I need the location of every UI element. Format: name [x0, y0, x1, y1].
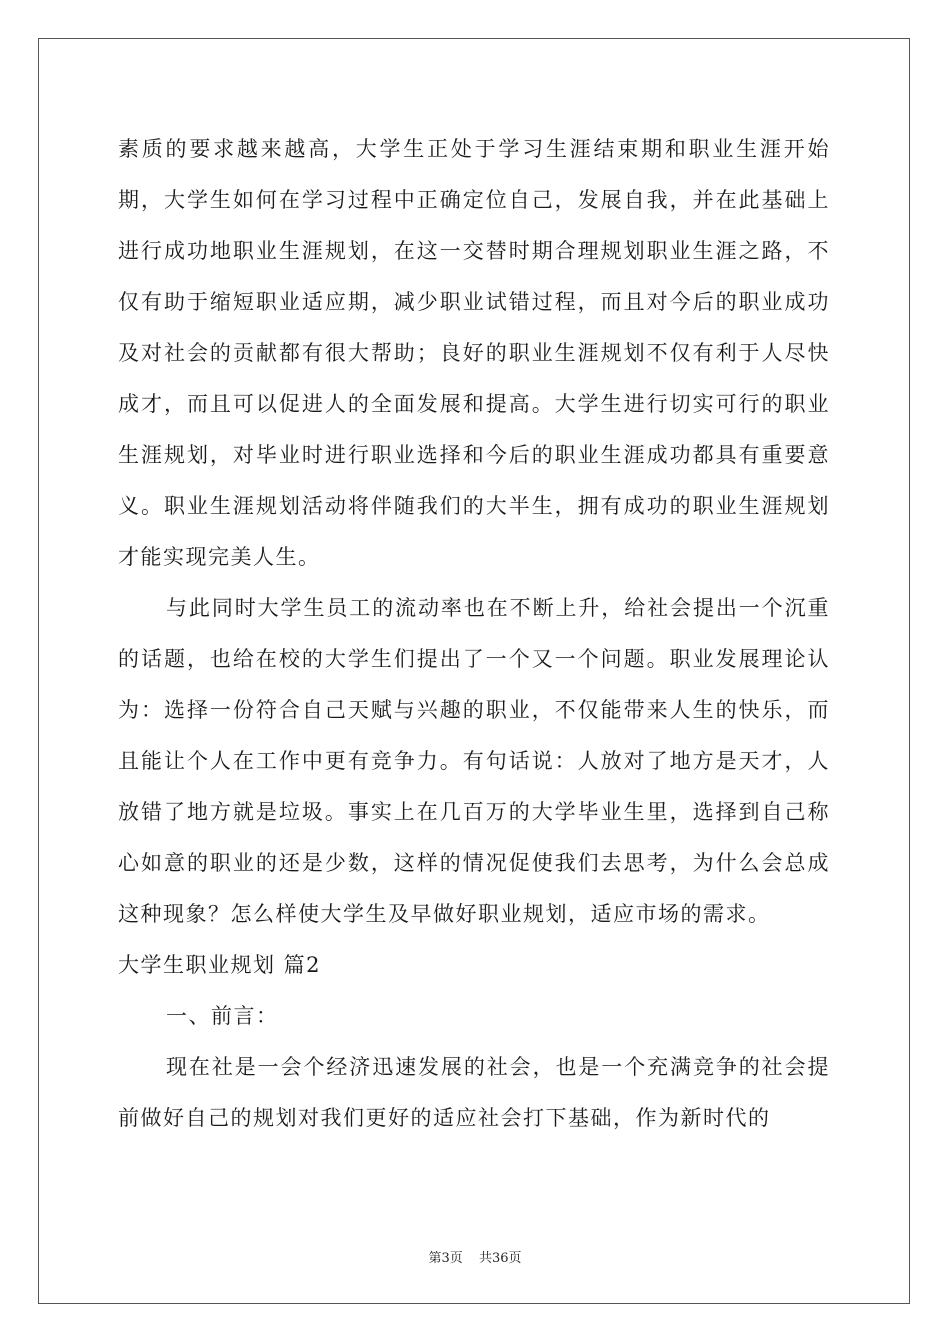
page-total: 共36页	[478, 1251, 522, 1266]
paragraph-continued: 素质的要求越来越高，大学生正处于学习生涯结束期和职业生涯开始期，大学生如何在学习过程中正确定位自己，发展自我，并在此基础上进行成功地职业生涯规划，在这一交替时期合理规划职业生涯之路，不仅有助于缩短职业适应期，减少职业试错过程，而且对今后的职业成功及对社会的贡献都有很大帮助；良好的职业生涯规划不仅有利于人尽快成才，而且可以促进人的全面发展和提高。大学生进行切实可行的职业生涯规划，对毕业时进行职业选择和今后的职业生涯成功都具有重要意义。职业生涯规划活动将伴随我们的大半生，拥有成功的职业生涯规划才能实现完美人生。	[118, 137, 830, 569]
page-footer	[0, 1247, 950, 1266]
paragraph-preface: 现在社是一会个经济迅速发展的社会，也是一个充满竞争的社会提前做好自己的规划对我们更好的适应社会打下基础，作为新时代的	[118, 1055, 830, 1130]
page-number: 第3页	[428, 1251, 463, 1266]
subheading-preface: 一、前言：	[166, 1004, 279, 1028]
paragraph-turnover: 与此同时大学生员工的流动率也在不断上升，给社会提出一个沉重的话题，也给在校的大学生们提出了一个又一个问题。职业发展理论认为：选择一份符合自己天赋与兴趣的职业，不仅能带来人生的快乐，而且能让个人在工作中更有竞争力。有句话说：人放对了地方是天才，人放错了地方就是垃圾。事实上在几百万的大学毕业生里，选择到自己称心如意的职业的还是少数，这样的情况促使我们去思考，为什么会总成这种现象？怎么样使大学生及早做好职业规划，适应市场的需求。	[118, 596, 830, 926]
document-body	[118, 124, 830, 1144]
section-title: 大学生职业规划 篇2	[118, 953, 322, 977]
